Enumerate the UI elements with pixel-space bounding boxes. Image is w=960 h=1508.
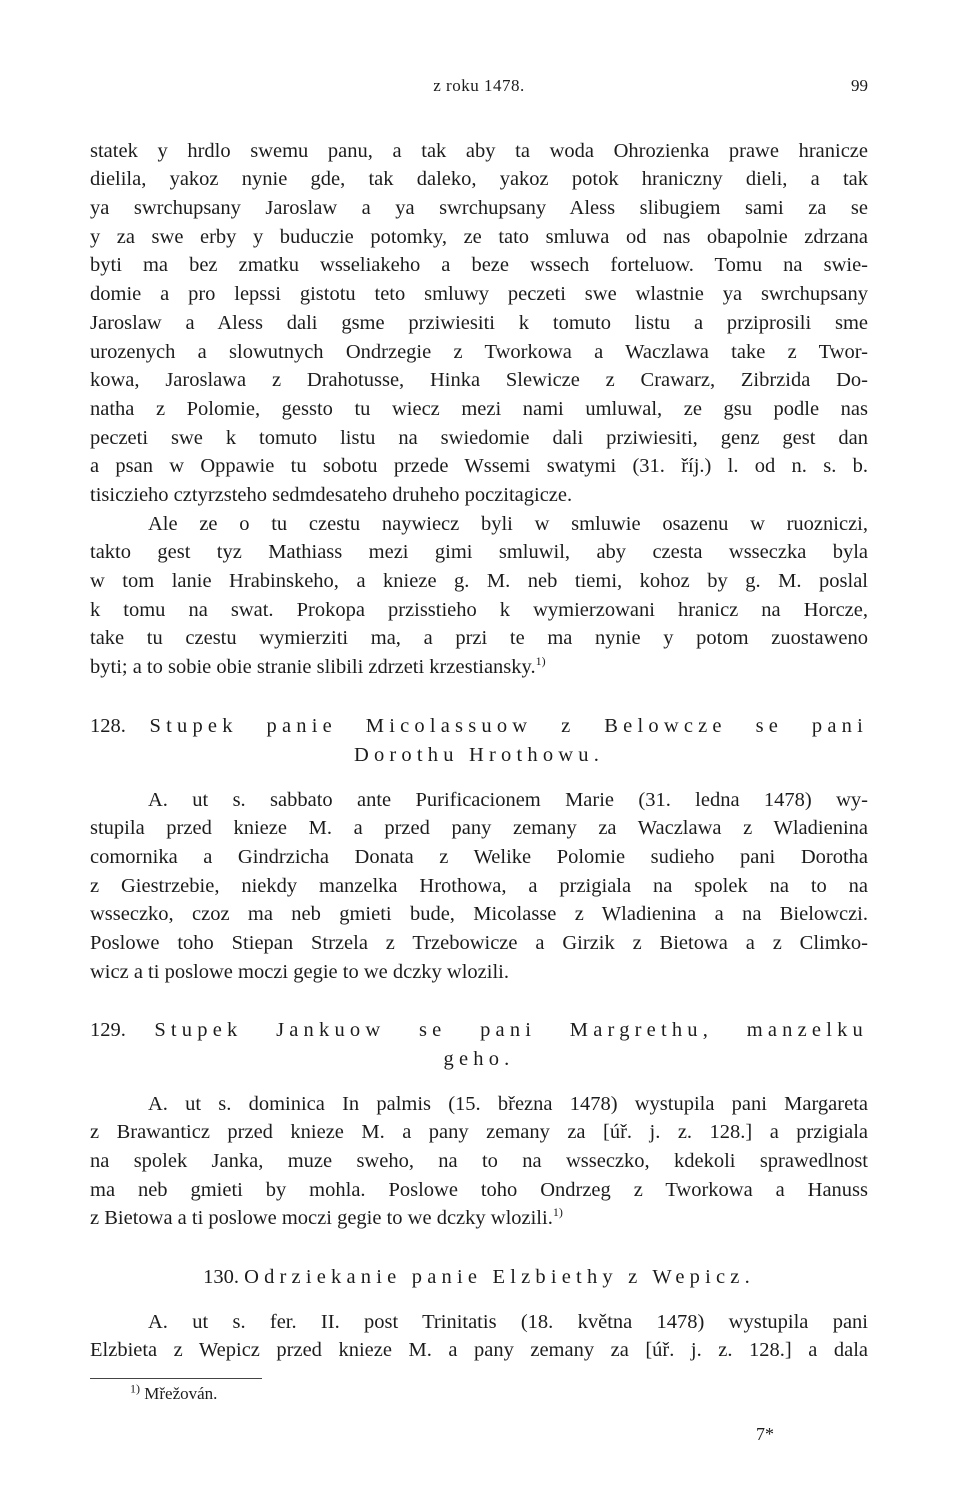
- section-title: Stupek Jankuow se pani Margrethu, manzelku: [154, 1019, 868, 1041]
- running-header: [90, 76, 868, 100]
- text-line: a psan w Oppawie tu sobotu przede Wssemi swatymi (31. říj.) l. od n. s. b.: [90, 455, 868, 477]
- text-line: dielila, yakoz nynie gde, tak daleko, yakoz potok hraniczny dieli, a tak: [90, 168, 868, 190]
- text-line: takto gest tyz Mathiass mezi gimi smluwil, aby czesta wsseczka byla: [90, 541, 868, 563]
- section-number: 130.: [203, 1266, 239, 1288]
- text-line: A. ut s. sabbato ante Purificacionem Marie (31. ledna 1478) wy-: [148, 789, 868, 811]
- text-line: [90, 655, 868, 679]
- text-line: Jaroslaw a Aless dali gsme prziwiesiti k tomuto listu a prziprosili sme: [90, 312, 868, 334]
- text-line: A. ut s. dominica In palmis (15. března 1478) wystupila pani Margareta: [148, 1093, 868, 1115]
- text-line: natha z Polomie, gessto tu wiecz mezi nami umluwal, ze gsu podle nas: [90, 398, 868, 420]
- text-line: A. ut s. fer. II. post Trinitatis (18. května 1478) wystupila pani: [148, 1311, 868, 1333]
- section-heading: [90, 1018, 868, 1042]
- text-line: w tom lanie Hrabinskeho, a knieze g. M. neb tiemi, kohoz by g. M. poslal: [90, 570, 868, 592]
- header-title: z roku 1478.: [433, 76, 525, 95]
- text-line: domie a pro lepssi gistotu teto smluwy peczeti swe wlastnie ya swrchupsany: [90, 283, 868, 305]
- section-title-continued: geho.: [443, 1048, 515, 1070]
- text-line: tisiczieho cztyrzsteho sedmdesateho druheho poczitagicze.: [90, 484, 573, 506]
- text-line: [90, 1206, 868, 1230]
- text-line: Elzbieta z Wepicz przed knieze M. a pany zemany za [úř. j. z. 128.] a dala: [90, 1339, 868, 1361]
- footnote-divider: [90, 1378, 262, 1379]
- text-line: take tu czestu wymierziti ma, a przi te ma nynie y potom zuostaweno: [90, 627, 868, 649]
- text-line: z Brawanticz przed knieze M. a pany zemany za [úř. j. z. 128.] a przigiala: [90, 1121, 868, 1143]
- text-line: urozenych a slowutnych Ondrzegie z Tworkowa a Waczlawa take z Twor-: [90, 341, 868, 363]
- text-line: na spolek Janka, muze sweho, na to na wsseczko, kdekoli sprawedlnost: [90, 1150, 868, 1172]
- section-title: Stupek panie Micolassuow z Belowcze se pani: [149, 715, 868, 737]
- footnote-reference: 1): [535, 655, 546, 669]
- text-line: z Giestrzebie, niekdy manzelka Hrothowa, a przigiala na spolek na to na: [90, 875, 868, 897]
- text-line: kowa, Jaroslawa z Drahotusse, Hinka Slewicze z Crawarz, Zibrzida Do-: [90, 369, 868, 391]
- footnote-marker: 1): [130, 1381, 140, 1396]
- section-title: Odrziekanie panie Elzbiethy z Wepicz.: [244, 1266, 755, 1288]
- text-line: ya swrchupsany Jaroslaw a ya swrchupsany Aless slibugiem sami za se: [90, 197, 868, 219]
- section-number: 129.: [90, 1019, 126, 1041]
- text-line-content: byti; a to sobie obie stranie slibili zdrzeti krzestiansky.: [90, 656, 536, 678]
- section-number: 128.: [90, 715, 126, 737]
- footnote-reference: 1): [552, 1206, 563, 1220]
- text-line: y za swe erby y buduczie potomky, ze tato smluwa od nas obapolnie zdrzana: [90, 226, 868, 248]
- text-line: statek y hrdlo swemu panu, a tak aby ta woda Ohrozienka prawe hranicze: [90, 140, 868, 162]
- text-line: wicz a ti poslowe moczi gegie to we dczky wlozili.: [90, 961, 509, 983]
- page-number: 99: [851, 76, 868, 95]
- section-heading: [90, 714, 868, 738]
- section-title-continued: Dorothu Hrothowu.: [353, 744, 605, 766]
- text-line: peczeti swe k tomuto listu na swiedomie dali prziwiesiti, genz gest dan: [90, 427, 868, 449]
- signature-mark: 7*: [756, 1424, 774, 1444]
- text-line: ma neb gmieti by mohla. Poslowe toho Ondrzeg z Tworkowa a Hanuss: [90, 1179, 868, 1201]
- text-line-content: z Bietowa a ti poslowe moczi gegie to we dczky wlozili.: [90, 1207, 553, 1229]
- section-heading: [90, 1265, 868, 1289]
- text-line: Poslowe toho Stiepan Strzela z Trzebowicze a Girzik z Bietowa a z Climko-: [90, 932, 868, 954]
- footnote-text: Mřežován.: [144, 1384, 218, 1403]
- text-line: stupila przed knieze M. a przed pany zemany za Waczlawa z Wladienina: [90, 817, 868, 839]
- text-line: Ale ze o tu czestu naywiecz byli w smluwie osazenu w ruozniczi,: [148, 513, 868, 535]
- text-line: wsseczko, czoz ma neb gmieti bude, Micolasse z Wladienina a na Bielowczi.: [90, 903, 868, 925]
- text-line: k tomu na swat. Prokopa przisstieho k wymierzowani hranicz na Horcze,: [90, 599, 868, 621]
- text-line: byti ma bez zmatku wsseliakeho a beze wssech forteluow. Tomu na swie-: [90, 254, 868, 276]
- footnote: [130, 1381, 218, 1404]
- text-line: comornika a Gindrzicha Donata z Welike Polomie sudieho pani Dorotha: [90, 846, 868, 868]
